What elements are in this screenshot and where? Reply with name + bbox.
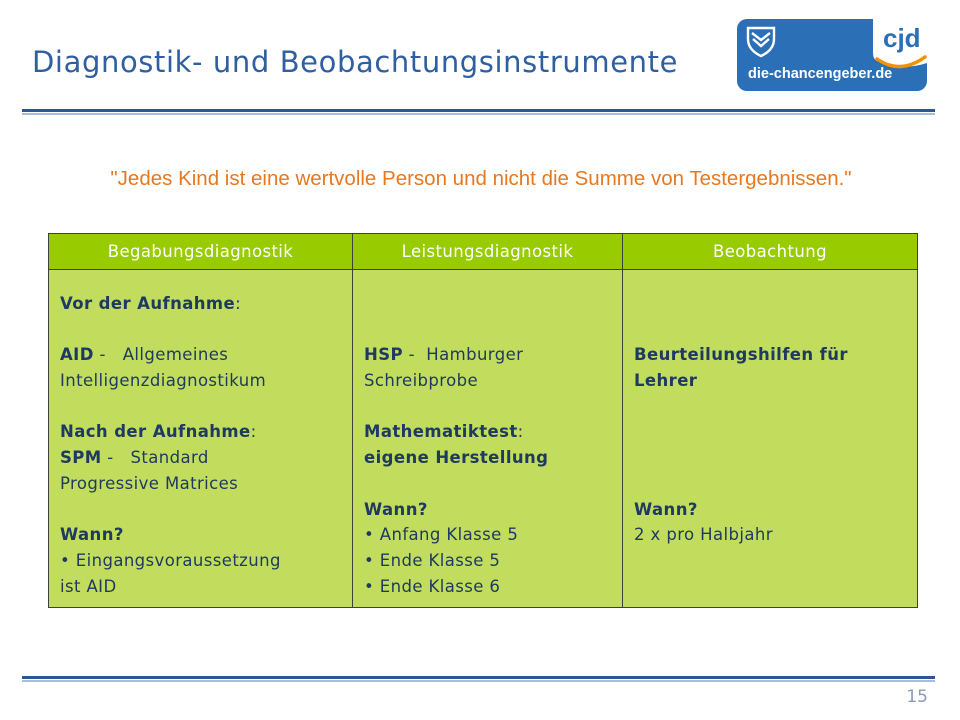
- cell-line: [60, 342, 352, 368]
- plain-text: ist AID: [60, 576, 117, 596]
- cell-line: [60, 317, 352, 343]
- cell-beobachtung: [622, 270, 917, 607]
- cell-line: [60, 445, 352, 471]
- cell-line: [364, 342, 622, 368]
- bold-text: Wann?: [634, 499, 698, 519]
- cell-line: [364, 445, 622, 471]
- cell-line: [60, 419, 352, 445]
- cell-line: [634, 317, 917, 343]
- plain-text: 2 x pro Halbjahr: [634, 525, 773, 545]
- plain-text: • Eingangsvoraussetzung: [60, 550, 281, 570]
- cell-line: [634, 291, 917, 317]
- cell-begabungsdiagnostik: [49, 270, 352, 607]
- cell-line: [364, 471, 622, 497]
- bold-text: Nach der Aufnahme: [60, 422, 251, 442]
- cell-line: [634, 419, 917, 445]
- bold-text: Beurteilungshilfen für: [634, 345, 848, 365]
- column-header-begabungsdiagnostik: Begabungsdiagnostik: [49, 234, 352, 270]
- cell-line: [634, 522, 917, 548]
- plain-text: Progressive Matrices: [60, 473, 239, 493]
- cell-line: [60, 522, 352, 548]
- bold-text: eigene Herstellung: [364, 448, 549, 468]
- plain-text: :: [250, 422, 257, 442]
- cell-line: [634, 471, 917, 497]
- cell-line: [364, 522, 622, 548]
- cjd-logo: [737, 19, 927, 91]
- cell-line: [364, 548, 622, 574]
- cell-line: [364, 317, 622, 343]
- cell-line: [60, 471, 352, 497]
- plain-text: Schreibprobe: [364, 371, 479, 391]
- cell-line: [60, 291, 352, 317]
- bold-text: Vor der Aufnahme: [60, 294, 236, 313]
- cell-line: [364, 394, 622, 420]
- logo-brand-text: cjd: [883, 23, 921, 53]
- plain-text: - Hamburger: [403, 345, 524, 365]
- instruments-table: [48, 233, 918, 608]
- plain-text: - Standard: [101, 448, 209, 468]
- footer-divider: [22, 676, 935, 679]
- bold-text: AID: [60, 345, 94, 365]
- plain-text: - Allgemeines: [93, 345, 229, 365]
- plain-text: • Anfang Klasse 5: [364, 525, 519, 545]
- cell-line: [60, 548, 352, 574]
- column-header-beobachtung: Beobachtung: [622, 234, 917, 270]
- bold-text: HSP: [364, 345, 403, 365]
- header-divider: [22, 109, 935, 112]
- cell-line: [364, 574, 622, 600]
- bold-text: Lehrer: [634, 371, 698, 391]
- cell-leistungsdiagnostik: [352, 270, 622, 607]
- bold-text: Wann?: [60, 525, 124, 545]
- cell-line: [364, 291, 622, 317]
- quote-text: "Jedes Kind ist eine wertvolle Person und nicht die Summe von Testergebnissen.": [110, 167, 852, 190]
- cell-line: [364, 497, 622, 523]
- cell-line: [60, 497, 352, 523]
- bold-text: Mathematiktest: [364, 422, 518, 442]
- bold-text: Wann?: [364, 499, 428, 519]
- plain-text: • Ende Klasse 6: [364, 576, 501, 596]
- plain-text: :: [517, 422, 524, 442]
- cell-line: [634, 445, 917, 471]
- plain-text: :: [235, 294, 242, 313]
- cell-line: [364, 419, 622, 445]
- cell-line: [634, 394, 917, 420]
- cell-line: [364, 368, 622, 394]
- cell-line: [60, 368, 352, 394]
- bold-text: SPM: [60, 448, 102, 468]
- cell-line: [634, 368, 917, 394]
- plain-text: Intelligenzdiagnostikum: [60, 371, 267, 391]
- cell-line: [634, 497, 917, 523]
- cell-line: [60, 394, 352, 420]
- logo-tagline: die-chancengeber.de: [748, 66, 893, 82]
- cell-line: [60, 574, 352, 600]
- page-title: Diagnostik- und Beobachtungsinstrumente: [32, 45, 679, 79]
- plain-text: • Ende Klasse 5: [364, 550, 501, 570]
- column-header-leistungsdiagnostik: Leistungsdiagnostik: [352, 234, 622, 270]
- cell-line: [634, 342, 917, 368]
- page-number: 15: [906, 687, 928, 707]
